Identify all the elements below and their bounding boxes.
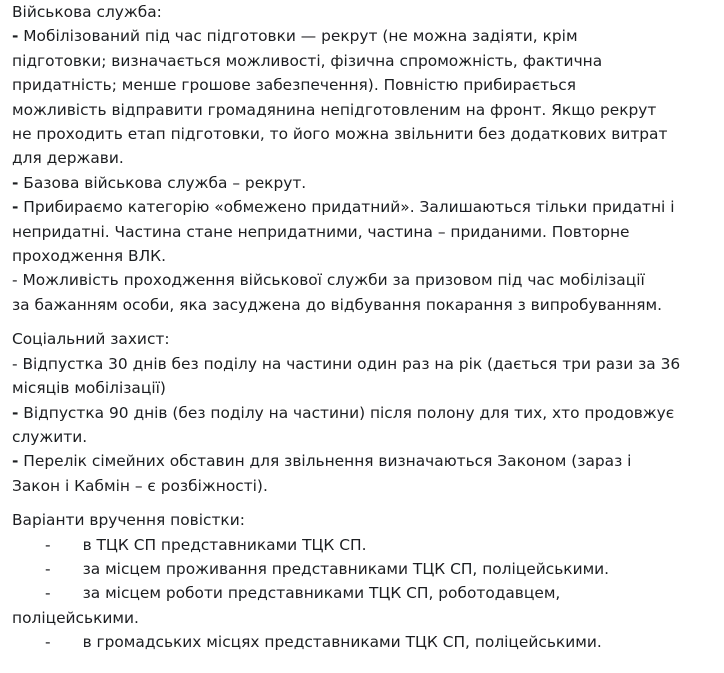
notice-section bbox=[12, 508, 717, 654]
notice-item-residence bbox=[45, 557, 717, 581]
item-text: Відпустка 90 днів (без поділу на частини) після полону для тих, хто продовжує bbox=[18, 403, 675, 422]
item-text: Закон і Кабмін – є розбіжності). bbox=[12, 476, 268, 495]
notice-item-tck bbox=[45, 533, 717, 557]
item-text: Перелік сімейних обставин для звільнення визначаються Законом (зараз і bbox=[18, 452, 632, 471]
item-text: служити. bbox=[12, 427, 88, 446]
list-dash: - bbox=[45, 584, 51, 603]
item-text: підготовки; визначається можливості, фізична спроможність, фактична bbox=[12, 51, 603, 70]
military-item-basic-service bbox=[12, 171, 717, 195]
military-section bbox=[12, 0, 717, 317]
military-item-probation bbox=[12, 268, 717, 317]
item-text: придатність; менше грошове забезпечення). Повністю прибирається bbox=[12, 76, 577, 95]
section-heading-notice: Варіанти вручення повістки: bbox=[12, 511, 245, 530]
item-text: в громадських місцях представниками ТЦК СП, поліцейськими. bbox=[82, 633, 602, 652]
item-text: проходження ВЛК. bbox=[12, 247, 166, 266]
list-dash: - bbox=[12, 198, 19, 217]
list-dash: - bbox=[12, 403, 19, 422]
section-heading-military: Військова служба: bbox=[12, 3, 162, 21]
social-section bbox=[12, 327, 717, 498]
list-dash: - bbox=[12, 173, 19, 192]
item-text: місяців мобілізації) bbox=[12, 379, 166, 398]
item-text: в ТЦК СП представниками ТЦК СП. bbox=[82, 535, 367, 554]
item-text: непридатні. Частина стане непридатними, частина – приданими. Повторне bbox=[12, 222, 630, 241]
section-divider bbox=[12, 317, 717, 327]
item-text: можливість відправити громадянина непідготовленим на фронт. Якщо рекрут bbox=[12, 100, 657, 119]
social-item-family-circumstances bbox=[12, 449, 717, 498]
document-body bbox=[12, 0, 717, 655]
item-text: не проходить етап підготовки, то його можна звільнити без додаткових витрат bbox=[12, 125, 668, 144]
list-dash: - bbox=[45, 559, 51, 578]
list-dash: - bbox=[12, 452, 19, 471]
notice-item-workplace bbox=[12, 581, 717, 630]
social-item-leave-30 bbox=[12, 352, 717, 401]
list-dash: - bbox=[45, 633, 51, 652]
section-divider bbox=[12, 498, 717, 508]
item-text: для держави. bbox=[12, 149, 124, 168]
item-text: - Відпустка 30 днів без поділу на частини один раз на рік (дається три рази за 36 bbox=[12, 354, 681, 373]
list-dash: - bbox=[45, 535, 51, 554]
list-dash: - bbox=[12, 27, 19, 46]
item-text: - Можливість проходження військової служби за призовом під час мобілізації bbox=[12, 271, 645, 290]
item-text: поліцейськими. bbox=[12, 608, 139, 627]
item-text: за місцем проживання представниками ТЦК СП, поліцейськими. bbox=[82, 559, 610, 578]
item-text: Прибираємо категорію «обмежено придатний». Залишаються тільки придатні і bbox=[18, 198, 675, 217]
item-text: Базова військова служба – рекрут. bbox=[18, 173, 307, 192]
military-item-fitness-category bbox=[12, 195, 717, 268]
item-text: за бажанням особи, яка засуджена до відбування покарання з випробуванням. bbox=[12, 295, 662, 314]
military-item-recruit bbox=[12, 24, 717, 170]
section-heading-social: Соціальний захист: bbox=[12, 330, 170, 349]
social-item-leave-90 bbox=[12, 401, 717, 450]
item-text: за місцем роботи представниками ТЦК СП, роботодавцем, bbox=[82, 584, 561, 603]
notice-item-public-places bbox=[45, 630, 717, 654]
item-text: Мобілізований під час підготовки — рекрут (не можна задіяти, крім bbox=[18, 27, 578, 46]
